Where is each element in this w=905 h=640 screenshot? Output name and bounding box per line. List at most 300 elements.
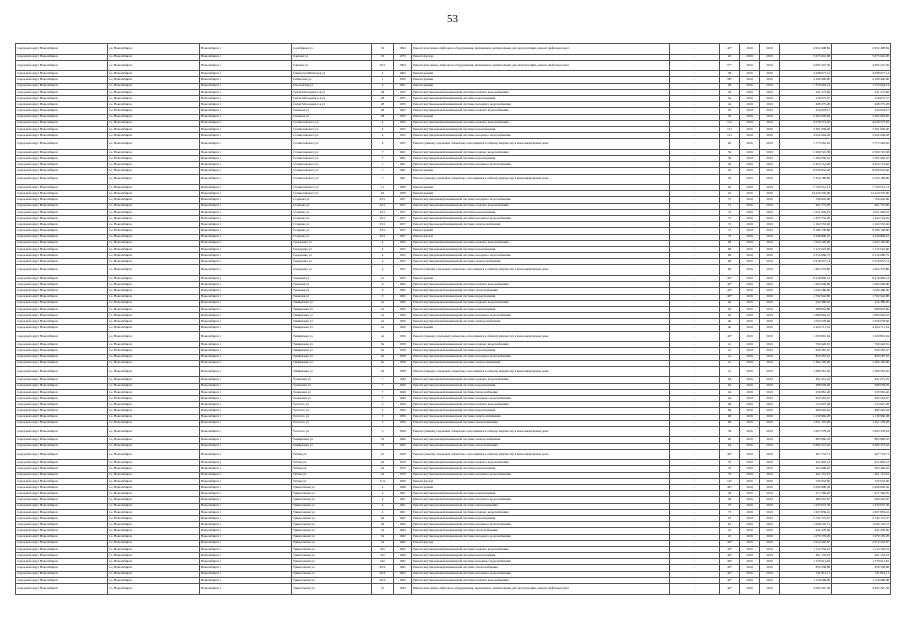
cell-dash: - xyxy=(670,420,720,426)
cell-apartments: 40* xyxy=(720,44,740,55)
cell-house-number: 3 xyxy=(372,83,394,89)
cell-municipality: г.о. Новосибирск xyxy=(108,288,200,294)
cell-year-start: 2019 xyxy=(740,253,760,259)
cell-street: Станиславского ул xyxy=(292,168,372,174)
cell-municipality: г.о. Новосибирск xyxy=(108,133,200,139)
cell-cost: 4 952 498,84 xyxy=(780,44,832,55)
cell-year-start: 2019 xyxy=(740,71,760,77)
cell-dash: - xyxy=(670,300,720,306)
cell-work-type: Ремонт внутридомовой инженерной системы водоотведения xyxy=(412,209,670,215)
cell-house-number: 4 xyxy=(372,509,394,515)
cell-year-start: 2019 xyxy=(740,215,760,221)
cell-cost: 4 180 400,90 xyxy=(780,77,832,83)
cell-okrug: городской округ Новосибирск xyxy=(16,114,108,120)
cell-year-end: 2019 xyxy=(760,228,780,234)
cell-work-type: Ремонт или замена лифтового оборудования, признанного непригодным для эксплуатации, ремонт лифтовых шахт xyxy=(412,584,670,595)
cell-work-type: Ремонт внутридомовой инженерной системы водоотведения xyxy=(412,491,670,497)
cell-municipality: г.о. Новосибирск xyxy=(108,509,200,515)
cell-apartments: 58* xyxy=(720,77,740,83)
cell-year-built: 1957 xyxy=(394,215,412,221)
cell-work-type: Ремонт (замена) отдельных элементов, относящихся к общему имуществу в многоквартирном доме xyxy=(412,366,670,377)
cell-house-number: 45/1 xyxy=(372,209,394,215)
cell-house-number: 36/1 xyxy=(372,60,394,71)
cell-apartments: 79 xyxy=(720,460,740,466)
cell-municipality: г.о. Новосибирск xyxy=(108,478,200,484)
cell-street: Титова ул xyxy=(292,472,372,478)
cell-dash: - xyxy=(670,149,720,155)
cell-apartments: 56 xyxy=(720,174,740,185)
cell-street: Тимирязева ул xyxy=(292,319,372,325)
cell-cost-total: 617 566,95 xyxy=(832,491,891,497)
repair-program-table xyxy=(15,43,891,595)
cell-locality: Новосибирск г xyxy=(200,77,292,83)
cell-cost-total: 259 981,40 xyxy=(832,389,891,395)
cell-year-start: 2019 xyxy=(740,546,760,552)
cell-street: Трикотажная ул xyxy=(292,534,372,540)
cell-dash: - xyxy=(670,331,720,342)
cell-year-start: 2019 xyxy=(740,313,760,319)
cell-apartments: 121 xyxy=(720,133,740,139)
cell-year-built: 1961 xyxy=(394,174,412,185)
cell-locality: Новосибирск г xyxy=(200,402,292,408)
cell-year-end: 2019 xyxy=(760,383,780,389)
cell-work-type: Ремонт или замена лифтового оборудования, признанного непригодным для эксплуатации, ремонт лифтовых шахт xyxy=(412,60,670,71)
cell-locality: Новосибирск г xyxy=(200,228,292,234)
cell-year-built: 1961 xyxy=(394,503,412,509)
cell-year-start: 2019 xyxy=(740,185,760,191)
cell-year-end: 2019 xyxy=(760,395,780,401)
cell-dash: - xyxy=(670,348,720,354)
cell-cost: 1 079 176,29 xyxy=(780,534,832,540)
cell-apartments: 44 xyxy=(720,89,740,95)
cell-okrug: городской округ Новосибирск xyxy=(16,215,108,221)
cell-year-end: 2019 xyxy=(760,408,780,414)
cell-okrug: городской округ Новосибирск xyxy=(16,408,108,414)
cell-cost: 288 978,29 xyxy=(780,383,832,389)
cell-locality: Новосибирск г xyxy=(200,325,292,331)
cell-street: Сакская ул xyxy=(292,60,372,71)
cell-year-built: 1961 xyxy=(394,491,412,497)
cell-apartments: 68 xyxy=(720,253,740,259)
cell-cost: 2 369 722,38 xyxy=(780,149,832,155)
cell-municipality: г.о. Новосибирск xyxy=(108,408,200,414)
cell-cost-total: 1 172 022,90 xyxy=(832,246,891,252)
cell-apartments: 40* xyxy=(720,449,740,460)
cell-cost: 2 495 695,82 xyxy=(780,114,832,120)
cell-house-number: 32 xyxy=(372,44,394,55)
cell-cost-total: 741 813,11 xyxy=(832,571,891,577)
cell-work-type: Ремонт внутридомовой инженерной системы холодного водоснабжения xyxy=(412,559,670,565)
cell-apartments: 40 xyxy=(720,325,740,331)
table-row xyxy=(16,139,891,150)
cell-okrug: городской округ Новосибирск xyxy=(16,139,108,150)
table-body xyxy=(16,44,891,595)
cell-cost-total: 486 310,87 xyxy=(832,497,891,503)
cell-cost-total: 4 095 247,39 xyxy=(832,584,891,595)
cell-year-end: 2019 xyxy=(760,342,780,348)
cell-house-number: 45/1 xyxy=(372,222,394,228)
cell-locality: Новосибирск г xyxy=(200,377,292,383)
cell-year-built: 1956 xyxy=(394,402,412,408)
cell-locality: Новосибирск г xyxy=(200,577,292,583)
cell-apartments: 75 xyxy=(720,503,740,509)
cell-work-type: Ремонт внутридомовой инженерной системы горячего водоснабжения xyxy=(412,377,670,383)
cell-work-type: Ремонт крыши xyxy=(412,168,670,174)
cell-year-built: 1962 xyxy=(394,515,412,521)
cell-house-number: 2а xyxy=(372,331,394,342)
cell-year-end: 2019 xyxy=(760,306,780,312)
cell-cost-total: 4 204 711,34 xyxy=(832,325,891,331)
cell-cost-total: 2 369 722,38 xyxy=(832,149,891,155)
cell-okrug: городской округ Новосибирск xyxy=(16,306,108,312)
table-row xyxy=(16,174,891,185)
cell-cost: 1 280 581,26 xyxy=(780,366,832,377)
cell-year-start: 2019 xyxy=(740,275,760,281)
cell-year-start: 2019 xyxy=(740,553,760,559)
cell-apartments: 40 xyxy=(720,306,740,312)
cell-apartments: 40* xyxy=(720,584,740,595)
cell-street: Станиславского ул xyxy=(292,185,372,191)
cell-house-number: 7 xyxy=(372,389,394,395)
cell-apartments: 40 xyxy=(720,319,740,325)
cell-work-type: Ремонт внутридомовой инженерной системы электроснабжения xyxy=(412,319,670,325)
cell-street: Старцева ул xyxy=(292,228,372,234)
cell-municipality: г.о. Новосибирск xyxy=(108,443,200,449)
cell-street: Станиславского ул xyxy=(292,155,372,161)
cell-year-end: 2019 xyxy=(760,472,780,478)
cell-house-number: 10 xyxy=(372,449,394,460)
table-row xyxy=(16,449,891,460)
cell-street: Трикотажная ул xyxy=(292,491,372,497)
cell-work-type: Ремонт крыши xyxy=(412,325,670,331)
cell-work-type: Ремонт внутридомовой инженерной системы холодного водоснабжения xyxy=(412,162,670,168)
cell-municipality: г.о. Новосибирск xyxy=(108,300,200,306)
cell-cost: 4 204 711,34 xyxy=(780,325,832,331)
cell-locality: Новосибирск г xyxy=(200,149,292,155)
cell-year-end: 2019 xyxy=(760,253,780,259)
cell-cost-total: 480 602,64 xyxy=(832,408,891,414)
cell-locality: Новосибирск г xyxy=(200,265,292,276)
cell-dash: - xyxy=(670,60,720,71)
cell-apartments: 48 xyxy=(720,497,740,503)
cell-house-number: 73 xyxy=(372,443,394,449)
cell-okrug: городской округ Новосибирск xyxy=(16,168,108,174)
cell-cost-total: 4 095 247,39 xyxy=(832,60,891,71)
cell-year-start: 2019 xyxy=(740,528,760,534)
cell-street: Тимирязева ул xyxy=(292,443,372,449)
cell-year-end: 2019 xyxy=(760,478,780,484)
cell-cost-total: 4 018 573,20 xyxy=(832,120,891,126)
cell-cost-total: 2 084 373,42 xyxy=(832,443,891,449)
cell-cost: 218 675,57 xyxy=(780,95,832,101)
cell-year-end: 2019 xyxy=(760,234,780,240)
cell-work-type: Ремонт крыши xyxy=(412,275,670,281)
cell-house-number: 3 xyxy=(372,420,394,426)
cell-okrug: городской округ Новосибирск xyxy=(16,478,108,484)
cell-municipality: г.о. Новосибирск xyxy=(108,348,200,354)
cell-municipality: г.о. Новосибирск xyxy=(108,191,200,197)
cell-cost: 1 130 966,28 xyxy=(780,414,832,420)
cell-house-number: 5/1а xyxy=(372,478,394,484)
cell-municipality: г.о. Новосибирск xyxy=(108,389,200,395)
cell-cost-total: 1 403 379,80 xyxy=(832,265,891,276)
cell-cost: 4 095 247,39 xyxy=(780,584,832,595)
cell-year-end: 2019 xyxy=(760,584,780,595)
cell-dash: - xyxy=(670,185,720,191)
cell-street: Трикотажная ул xyxy=(292,515,372,521)
cell-municipality: г.о. Новосибирск xyxy=(108,126,200,132)
cell-cost-total: 2 012 542,87 xyxy=(832,540,891,546)
cell-year-end: 2019 xyxy=(760,443,780,449)
cell-year-built: 1962 xyxy=(394,546,412,552)
cell-street: Станиславского ул xyxy=(292,162,372,168)
cell-apartments: 72 xyxy=(720,197,740,203)
cell-street: Станиславского ул xyxy=(292,120,372,126)
cell-locality: Новосибирск г xyxy=(200,95,292,101)
cell-cost-total: 1 329 891,04 xyxy=(832,331,891,342)
cell-dash: - xyxy=(670,478,720,484)
cell-okrug: городской округ Новосибирск xyxy=(16,515,108,521)
cell-year-start: 2019 xyxy=(740,203,760,209)
cell-year-built: 1955 xyxy=(394,114,412,120)
cell-locality: Новосибирск г xyxy=(200,478,292,484)
cell-cost: 820 287,01 xyxy=(780,354,832,360)
cell-dash: - xyxy=(670,54,720,60)
cell-street: Станиславского ул xyxy=(292,149,372,155)
cell-apartments: 68 xyxy=(720,240,740,246)
cell-cost: 1 049 745,51 xyxy=(780,522,832,528)
cell-house-number: 54 xyxy=(372,534,394,540)
cell-year-built: 1973 xyxy=(394,54,412,60)
cell-street: Трикотажная ул xyxy=(292,565,372,571)
cell-street: Толстого ул xyxy=(292,408,372,414)
cell-cost-total: 688 819,80 xyxy=(832,306,891,312)
cell-year-end: 2019 xyxy=(760,540,780,546)
cell-okrug: городской округ Новосибирск xyxy=(16,319,108,325)
cell-street: Трикотажная ул xyxy=(292,485,372,491)
cell-year-built: 1965 xyxy=(394,294,412,300)
cell-locality: Новосибирск г xyxy=(200,139,292,150)
cell-municipality: г.о. Новосибирск xyxy=(108,559,200,565)
cell-cost: 3 249 896,16 xyxy=(780,234,832,240)
cell-locality: Новосибирск г xyxy=(200,71,292,77)
cell-okrug: городской округ Новосибирск xyxy=(16,71,108,77)
cell-work-type: Ремонт внутридомовой инженерной системы водоотведения xyxy=(412,553,670,559)
cell-cost-total: 1 280 581,26 xyxy=(832,366,891,377)
cell-municipality: г.о. Новосибирск xyxy=(108,571,200,577)
cell-work-type: Ремонт (замена) отдельных элементов, относящихся к общему имуществу в многоквартирном доме xyxy=(412,139,670,150)
cell-year-built: 1955 xyxy=(394,246,412,252)
cell-okrug: городской округ Новосибирск xyxy=(16,414,108,420)
cell-work-type: Ремонт внутридомовой инженерной системы водоотведения xyxy=(412,515,670,521)
cell-municipality: г.о. Новосибирск xyxy=(108,485,200,491)
cell-cost: 943 563,67 xyxy=(780,395,832,401)
cell-year-end: 2019 xyxy=(760,348,780,354)
cell-locality: Новосибирск г xyxy=(200,240,292,246)
cell-municipality: г.о. Новосибирск xyxy=(108,77,200,83)
cell-cost-total: 766 602,96 xyxy=(832,197,891,203)
cell-year-start: 2019 xyxy=(740,120,760,126)
cell-cost: 2 514 086,75 xyxy=(780,253,832,259)
cell-municipality: г.о. Новосибирск xyxy=(108,342,200,348)
cell-dash: - xyxy=(670,114,720,120)
cell-year-end: 2019 xyxy=(760,466,780,472)
cell-cost-total: 4 952 498,84 xyxy=(832,44,891,55)
cell-cost: 4 018 573,20 xyxy=(780,120,832,126)
cell-municipality: г.о. Новосибирск xyxy=(108,515,200,521)
cell-locality: Новосибирск г xyxy=(200,360,292,366)
cell-year-start: 2019 xyxy=(740,209,760,215)
cell-locality: Новосибирск г xyxy=(200,342,292,348)
cell-year-built: 1966 xyxy=(394,437,412,443)
cell-year-built: 1962 xyxy=(394,528,412,534)
cell-street: Танковая ул xyxy=(292,275,372,281)
cell-year-end: 2019 xyxy=(760,571,780,577)
cell-locality: Новосибирск г xyxy=(200,126,292,132)
cell-cost-total: 9 186 158,86 xyxy=(832,228,891,234)
cell-municipality: г.о. Новосибирск xyxy=(108,360,200,366)
cell-work-type: Ремонт внутридомовой инженерной системы горячего водоснабжения xyxy=(412,402,670,408)
cell-apartments: 60 xyxy=(720,437,740,443)
cell-year-end: 2019 xyxy=(760,503,780,509)
cell-cost: 1 040 286,60 xyxy=(780,288,832,294)
cell-dash: - xyxy=(670,228,720,234)
cell-municipality: г.о. Новосибирск xyxy=(108,120,200,126)
cell-work-type: Ремонт внутридомовой инженерной системы горячего водоснабжения xyxy=(412,300,670,306)
cell-dash: - xyxy=(670,306,720,312)
cell-year-built: 1965 xyxy=(394,282,412,288)
cell-dash: - xyxy=(670,253,720,259)
cell-street: Станиславского ул xyxy=(292,139,372,150)
cell-cost: 467 733,71 xyxy=(780,449,832,460)
cell-house-number: 45/1 xyxy=(372,197,394,203)
cell-year-end: 2019 xyxy=(760,191,780,197)
cell-apartments: 41 xyxy=(720,360,740,366)
cell-apartments: 72 xyxy=(720,228,740,234)
cell-cost-total: 410 618,21 xyxy=(832,108,891,114)
cell-apartments: 41 xyxy=(720,354,740,360)
cell-street: Тимирязева ул xyxy=(292,354,372,360)
cell-locality: Новосибирск г xyxy=(200,571,292,577)
cell-year-start: 2019 xyxy=(740,114,760,120)
cell-year-built: 1962 xyxy=(394,540,412,546)
cell-year-end: 2019 xyxy=(760,354,780,360)
cell-year-start: 2019 xyxy=(740,300,760,306)
cell-dash: - xyxy=(670,174,720,185)
cell-dash: - xyxy=(670,515,720,521)
cell-okrug: городской округ Новосибирск xyxy=(16,108,108,114)
cell-okrug: городской округ Новосибирск xyxy=(16,102,108,108)
cell-apartments: 45 xyxy=(720,191,740,197)
cell-apartments: 57* xyxy=(720,60,740,71)
cell-cost: 461 151,61 xyxy=(780,472,832,478)
cell-year-end: 2019 xyxy=(760,449,780,460)
cell-work-type: Ремонт внутридомовой инженерной системы холодного водоснабжения xyxy=(412,354,670,360)
cell-street: Старцева ул xyxy=(292,234,372,240)
cell-cost: 221 802,12 xyxy=(780,460,832,466)
cell-work-type: Ремонт внутридомовой инженерной системы холодного водоснабжения xyxy=(412,497,670,503)
cell-year-start: 2019 xyxy=(740,443,760,449)
cell-apartments: 121 xyxy=(720,120,740,126)
cell-apartments: 127 xyxy=(720,478,740,484)
cell-municipality: г.о. Новосибирск xyxy=(108,114,200,120)
cell-year-start: 2019 xyxy=(740,197,760,203)
cell-okrug: городской округ Новосибирск xyxy=(16,83,108,89)
cell-cost: 1 059 078,60 xyxy=(780,319,832,325)
cell-house-number: 4 xyxy=(372,253,394,259)
cell-year-end: 2019 xyxy=(760,577,780,583)
cell-apartments: 68 xyxy=(720,259,740,265)
cell-okrug: городской округ Новосибирск xyxy=(16,565,108,571)
cell-apartments: 68 xyxy=(720,402,740,408)
cell-dash: - xyxy=(670,240,720,246)
cell-apartments: 56 xyxy=(720,162,740,168)
cell-year-end: 2019 xyxy=(760,275,780,281)
cell-locality: Новосибирск г xyxy=(200,222,292,228)
cell-work-type: Ремонт (замена) отдельных элементов, относящихся к общему имуществу в многоквартирном доме xyxy=(412,426,670,437)
cell-cost: 7 720 251,13 xyxy=(780,185,832,191)
cell-year-start: 2019 xyxy=(740,60,760,71)
cell-apartments: 40* xyxy=(720,485,740,491)
cell-year-start: 2019 xyxy=(740,485,760,491)
cell-cost-total: 3 022 694,28 xyxy=(832,133,891,139)
cell-cost-total: 2 452 714,40 xyxy=(832,162,891,168)
cell-year-built: 1962 xyxy=(394,565,412,571)
cell-year-built: 1956 xyxy=(394,426,412,437)
cell-street: Связистов/Шахтеров ул xyxy=(292,71,372,77)
cell-year-built: 1955 xyxy=(394,265,412,276)
cell-apartments: 67 xyxy=(720,515,740,521)
cell-cost-total: 461 151,61 xyxy=(832,472,891,478)
cell-dash: - xyxy=(670,215,720,221)
cell-house-number: 28 xyxy=(372,114,394,120)
cell-municipality: г.о. Новосибирск xyxy=(108,319,200,325)
cell-year-built: 1955 xyxy=(394,259,412,265)
cell-cost-total: 467 733,71 xyxy=(832,449,891,460)
cell-house-number: 9а xyxy=(372,360,394,366)
cell-year-end: 2019 xyxy=(760,528,780,534)
cell-year-start: 2019 xyxy=(740,89,760,95)
cell-cost-total: 1 323 754,29 xyxy=(832,215,891,221)
cell-okrug: городской округ Новосибирск xyxy=(16,126,108,132)
cell-work-type: Ремонт крыши xyxy=(412,114,670,120)
cell-cost: 263 406,45 xyxy=(780,466,832,472)
cell-year-start: 2019 xyxy=(740,149,760,155)
cell-house-number: 4 xyxy=(372,503,394,509)
cell-street: Сибирская ул xyxy=(292,77,372,83)
cell-municipality: г.о. Новосибирск xyxy=(108,497,200,503)
cell-municipality: г.о. Новосибирск xyxy=(108,395,200,401)
cell-cost-total: 1 112 332,19 xyxy=(832,546,891,552)
cell-apartments: 45 xyxy=(720,534,740,540)
cell-cost: 3 022 694,28 xyxy=(780,133,832,139)
table-row xyxy=(16,265,891,276)
cell-cost: 1 021 026,25 xyxy=(780,209,832,215)
cell-house-number: 4 xyxy=(372,120,394,126)
cell-dash: - xyxy=(670,449,720,460)
cell-work-type: Ремонт внутридомовой инженерной системы горячего водоснабжения xyxy=(412,577,670,583)
cell-year-start: 2019 xyxy=(740,383,760,389)
cell-dash: - xyxy=(670,395,720,401)
cell-okrug: городской округ Новосибирск xyxy=(16,584,108,595)
cell-year-built: 1957 xyxy=(394,228,412,234)
cell-year-start: 2019 xyxy=(740,354,760,360)
cell-year-built: 1956 xyxy=(394,414,412,420)
cell-street: Трикотажная ул xyxy=(292,577,372,583)
cell-cost: 534 389,20 xyxy=(780,300,832,306)
cell-year-start: 2019 xyxy=(740,515,760,521)
cell-year-start: 2019 xyxy=(740,228,760,234)
